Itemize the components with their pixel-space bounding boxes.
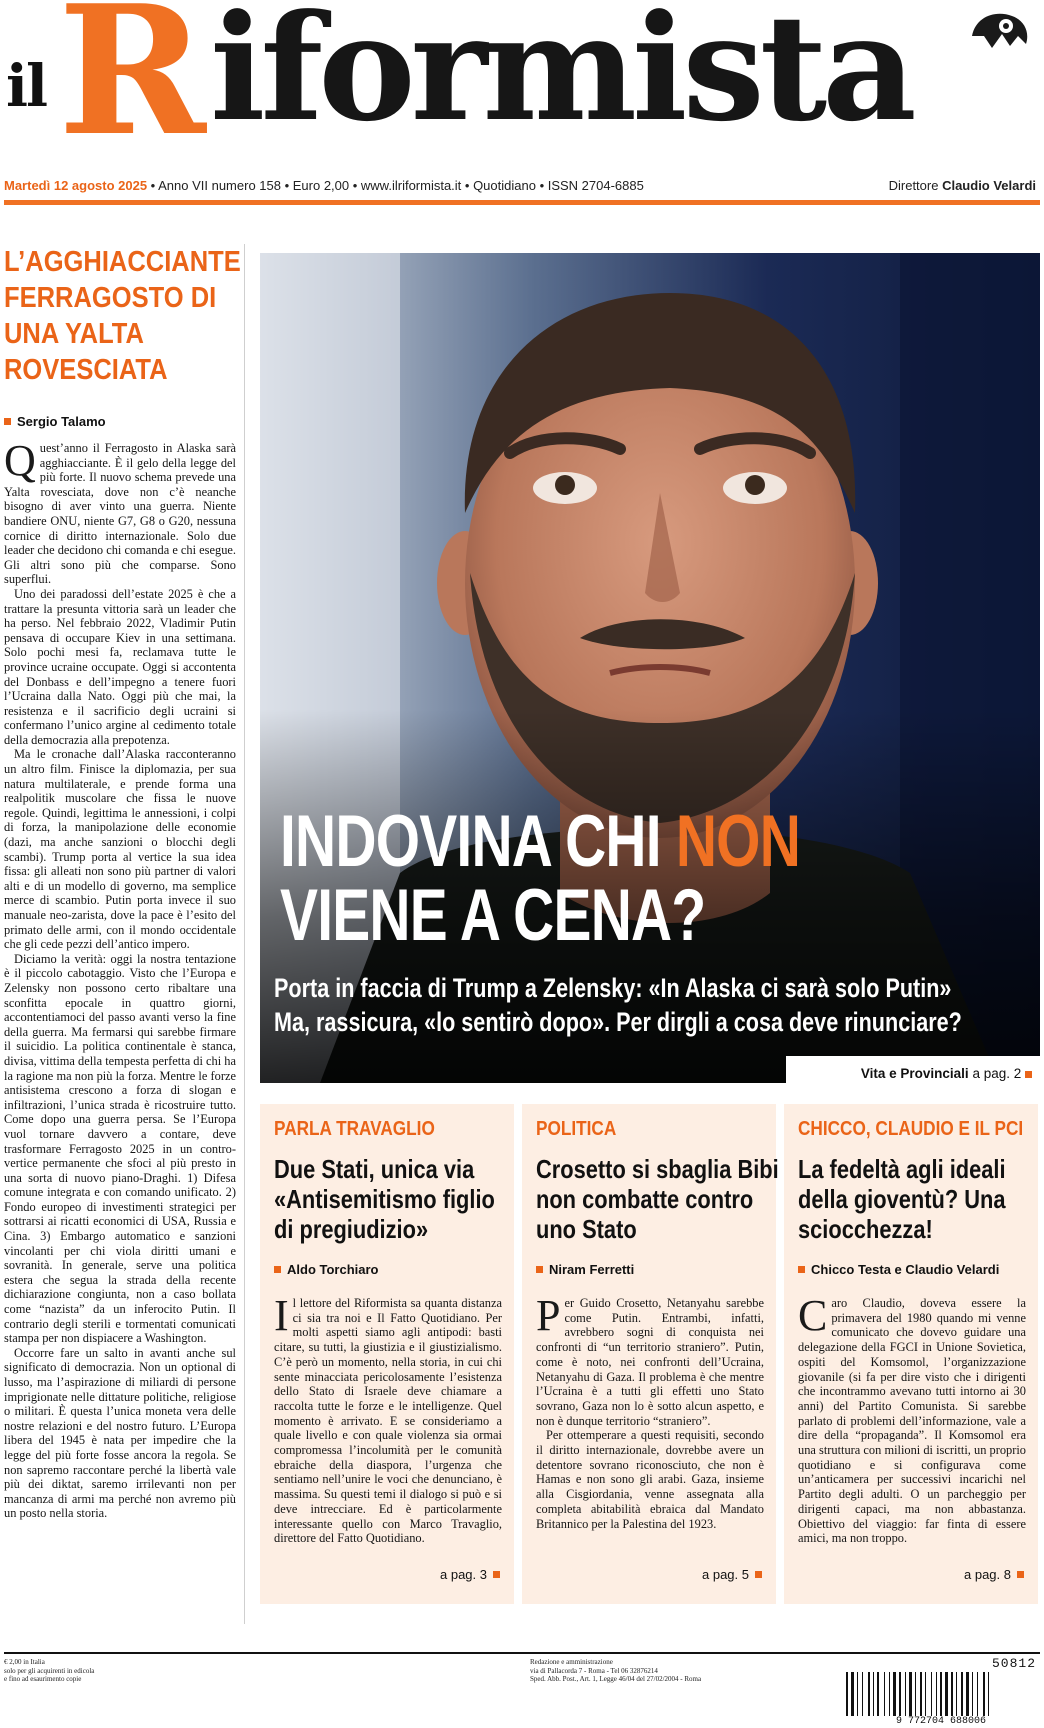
story-box-pci[interactable]	[784, 1104, 1038, 1604]
left-article-author: Sergio Talamo	[17, 414, 106, 429]
barcode-number: 50812	[991, 1656, 1036, 1671]
issue-details: • Anno VII numero 158 • Euro 2,00 • www.ilriformista.it • Quotidiano • ISSN 2704-6885	[147, 178, 644, 193]
story-byline	[798, 1262, 999, 1277]
story-dropcap: C	[798, 1291, 828, 1340]
story-page-reference[interactable]	[440, 1567, 500, 1582]
director-name: Claudio Velardi	[942, 178, 1036, 193]
barcode-digits: 9 772704 688006	[842, 1716, 1040, 1727]
byline-square-icon	[4, 418, 11, 425]
masthead	[0, 0, 1044, 200]
story-paragraph: Per ottemperare a questi requisiti, secondo il diritto internazionale, dovrebbe avere un detentore sovrano riconosciuto, che non è Hamas e non sono gli arabi. Gaza, insieme alla Cisgiordania, venne assegnata alla completa abitabilità ebraica dal Mandato Britannico per la Palestina del 1923.	[536, 1428, 764, 1531]
left-article-byline	[4, 414, 236, 429]
footer-line: Redazione e amministrazione	[530, 1658, 613, 1666]
story-author: Chicco Testa e Claudio Velardi	[811, 1262, 1000, 1277]
hero-ref-page: a pag. 2	[968, 1066, 1022, 1081]
hero-page-reference[interactable]	[786, 1056, 1040, 1086]
logo-r: R	[58, 0, 206, 175]
logo-il: il	[6, 52, 47, 120]
story-section-label: PARLA TRAVAGLIO	[274, 1118, 435, 1140]
footer-price-note	[4, 1658, 94, 1684]
reformist-emblem-icon	[966, 6, 1034, 58]
left-article-paragraph: Uno dei paradossi dell’estate 2025 è che a trattare la presunta vittoria sarà un leader che ha perso. Nel febbraio 2022, Vladimir Putin pensava di occupare Kiev in una settimana. Solo pochi mesi fa, reclamava tutte le province ucraine occupate. Oggi si accontenta del Donbass e dell’impegno a tenere fuori l’Ucraina dalla Nato. Oggi più che mai, la resistenza e il sacrificio degli ucraini si confermano l’unico argine al cedimento totale della democrazia alla prepotenza.	[4, 586, 236, 747]
footer-line: € 2,00 in Italia	[4, 1658, 45, 1666]
story-body	[274, 1291, 502, 1546]
story-author: Aldo Torchiaro	[287, 1262, 379, 1277]
story-body	[798, 1291, 1026, 1546]
byline-square-icon	[536, 1266, 543, 1273]
story-headline: Crosetto si sbaglia Bibi non combatte contro uno Stato	[536, 1154, 779, 1244]
masthead-rule	[4, 200, 1040, 205]
story-paragraph: aro Claudio, doveva essere la primavera del 1980 quando mi venne comunicato che dovevo guidare una delegazione della FGCI in Unione Sovietica, ospiti del Komsomol, l’organizzazione giovanile (si fa per dire visto che i dirigenti che incontrammo avevano tutti intorno ai 30 anni) del Partito Comunista. Si sarebbe parlato di problemi dell’informazione, vale a dire della “propaganda”. Il Komsomol era una struttura con milioni di iscritti, un proprio quotidiano e si configurava come un’anticamera per successivi incarichi nel Partito degli adulti. O un parcheggio per dirigenti capaci, ma non abbastanza. Obiettivo del viaggio: far finta di essere amici, ma non troppo.	[798, 1296, 1026, 1546]
byline-square-icon	[274, 1266, 281, 1273]
story-headline: La fedeltà agli ideali della gioventù? Una sciocchezza!	[798, 1154, 1006, 1244]
left-article	[4, 244, 241, 1521]
logo-rest: iformista	[210, 0, 912, 154]
story-page-text: a pag. 8	[964, 1567, 1011, 1582]
left-article-paragraph: Occorre fare un salto in avanti anche sul significato di democrazia. Non un optional di lusso, ma l’aspirazione di miliardi di persone imprigionate nelle dittature politiche, religiose o militari. È questa l’unica moneta vera delle nostre relazioni e del nostro futuro. L’Europa libera del 1945 è nata per impedire che la legge del più forte fosse ancora la regola. Se non sapremo raccontare perché la libertà vale più dei diktat, saremo irrilevanti non per mancanza di armi ma perché non avremo più un posto nella storia.	[4, 1345, 236, 1521]
story-byline	[274, 1262, 378, 1277]
hero-ref-authors: Vita e Provinciali	[860, 1066, 969, 1081]
story-section-label: CHICCO, CLAUDIO E IL PCI	[798, 1118, 1024, 1140]
story-body	[536, 1291, 764, 1531]
hero-subtitle-line1: Porta in faccia di Trump a Zelensky: «In Alaska ci sarà solo Putin»	[274, 973, 952, 1003]
story-dropcap: P	[536, 1291, 561, 1340]
hero-page-reference-text	[861, 1066, 1032, 1081]
story-box-politica[interactable]	[522, 1104, 779, 1604]
footer-line: solo per gli acquirenti in edicola	[4, 1666, 95, 1675]
hero-headline-part: INDOVINA CHI	[280, 801, 676, 882]
page-marker-icon	[493, 1571, 500, 1578]
left-article-paragraph: Ma le cronache dall’Alaska racconteranno un altro film. Finisce la diplomazia, per sua natura multilaterale, e prende forma una realpolitik muscolare che fissa le nuove regole. Quindi, legittima le annessioni, i colpi di forza, la manipolazione delle economie (dazi, ma anche sanzioni o blocchi degli scambi). Trump porta al vertice la sua idea fissa: gli alleati non sono più partner di valori alti e di un modello di governo, ma semplice merce di scambio. Putin porta invece il suo manuale neo-zarista, dove la pace è l’esito del primato delle armi, con il mondo occidentale che gli cede pezzi dell’antico impero.	[4, 747, 236, 952]
story-byline	[536, 1262, 634, 1277]
story-paragraph: l lettore del Riformista sa quanta distanza ci sia tra noi e Il Fatto Quotidiano. Per molti aspetti siamo agli antipodi: basti citare, su tutti, la giustizia e il giustizialismo. C’è però un momento, nella storia, in cui chi sente minacciata pericolosamente l’esistenza dello Stato di Israele deve chiamare a raccolta tutte le forze e le intelligenze. Quel momento è arrivato. E se consideriamo a quale livello e con quale violenza sia ormai compromessa l’incolumità per le comunità ebraiche della diaspora, l’urgenza che sentiamo nell’unire le voci che denunciano, è massima. Su questi temi il dialogo si può e si deve intrecciare. Ed è particolarmente interessante quello con Marco Travaglio, direttore del Fatto Quotidiano.	[274, 1296, 502, 1546]
hero-subtitle	[274, 971, 1040, 1039]
director-label: Direttore	[888, 178, 943, 193]
story-dropcap: I	[274, 1291, 289, 1340]
story-page-text: a pag. 5	[702, 1567, 749, 1582]
story-paragraph: er Guido Crosetto, Netanyahu sarebbe come Putin. Entrambi, infatti, avrebbero sogni di conquista nei confronti di “un territorio straniero”. Putin, come è noto, nei confronti dell’Ucraina, Netanyahu di Gaza. Il problema è che mentre l’Ucraina è a tutti gli effetti uno Stato sovrano, Gaza non lo è sotto alcun aspetto, e non è dunque territorio “straniero”.	[536, 1296, 764, 1428]
hero-subtitle-line2: Ma, rassicura, «lo sentirò dopo». Per dirgli a cosa deve rinunciare?	[274, 1007, 962, 1037]
story-page-reference[interactable]	[964, 1567, 1024, 1582]
byline-square-icon	[798, 1266, 805, 1273]
page-marker-icon	[1017, 1571, 1024, 1578]
hero-headline	[280, 801, 1040, 956]
story-page-reference[interactable]	[702, 1567, 762, 1582]
story-section-label: POLITICA	[536, 1118, 617, 1140]
column-divider	[244, 244, 245, 1624]
left-article-paragraph: uest’anno il Ferragosto in Alaska sarà agghiacciante. È il gelo della legge del più forte. Il nuovo schema prevede una Yalta rovesciata, dove non c’è neanche bisogno di aver vinto una guerra. Niente bandiere ONU, niente G7, G8 o G20, nessuna cornice di diritto internazionale. Solo due leader che decidono chi comanda e chi esegue. Gli altri sono più che comparse. Sono superflui.	[4, 441, 236, 587]
hero-headline-accent: NON	[675, 801, 801, 882]
footer-line: e fino ad esaurimento copie	[4, 1675, 82, 1683]
footer-rule	[4, 1652, 1040, 1654]
left-article-headline[interactable]: L’AGGHIACCIANTE FERRAGOSTO DI UNA YALTA ROVESCIATA	[4, 246, 241, 386]
page-marker-icon	[755, 1571, 762, 1578]
story-box-travaglio[interactable]	[260, 1104, 514, 1604]
page-marker-icon	[1025, 1071, 1032, 1078]
issue-info-bar	[4, 178, 1040, 193]
hero-headline-line2: VIENE A CENA?	[280, 875, 706, 956]
issue-date: Martedì 12 agosto 2025	[4, 178, 148, 193]
story-headline: Due Stati, unica via «Antisemitismo figlio di pregiudizio»	[274, 1154, 495, 1244]
director-credit	[889, 178, 1036, 193]
hero-story[interactable]	[260, 253, 1040, 1083]
left-article-paragraph: Diciamo la verità: oggi la nostra tentazione è il piccolo cabotaggio. Visto che l’Europa e Zelensky non possono certo ribaltare una sconfitta epocale in quattro giorni, accontentiamoci del passo avanti verso la fine della guerra. Ma fermarsi qui sarebbe firmare il suicidio. La politica continentale è stanca, divisa, vittima della tempesta perfetta di chi ha la ragione ma non più la forza. Mentre le forze antisistema crescono a forza di slogan e infiltrazioni, l’unica strada è ricostruire tutto. Come dopo una guerra persa. Se l’Europa vuol tornare davvero a contare, deve trasformare Ferragosto 2025 in un contro-vertice permanente che sfoci al più presto in una sorta di nuovo piano-Draghi. 1) Difesa comune integrata e con comando unificato. 2) Fondo europeo di investimenti strategici per sottrarsi ai ricatti economici di USA, Russia e Cina. 3) Embargo automatico e sanzioni vincolanti per chi viola diritti umani e sovranità. In generale, serve una politica estera che segua la strada della recente dichiarazione congiunta, non a caso bollata come “nazista” da un inferocito Putin. Il contrario degli sterili e tormentati comunicati stampa per non dispiacere a Washington.	[4, 951, 236, 1346]
footer-line: Sped. Abb. Post., Art. 1, Legge 46/04 del 27/02/2004 - Roma	[530, 1675, 702, 1683]
left-article-dropcap: Q	[4, 436, 36, 485]
footer-editorial-info	[530, 1658, 701, 1684]
hero-photo	[260, 253, 1040, 1083]
story-page-text: a pag. 3	[440, 1567, 487, 1582]
left-article-body	[4, 436, 236, 1521]
footer-line: via di Pallacorda 7 - Roma - Tel 06 32876214	[530, 1666, 658, 1675]
story-author: Niram Ferretti	[549, 1262, 635, 1277]
